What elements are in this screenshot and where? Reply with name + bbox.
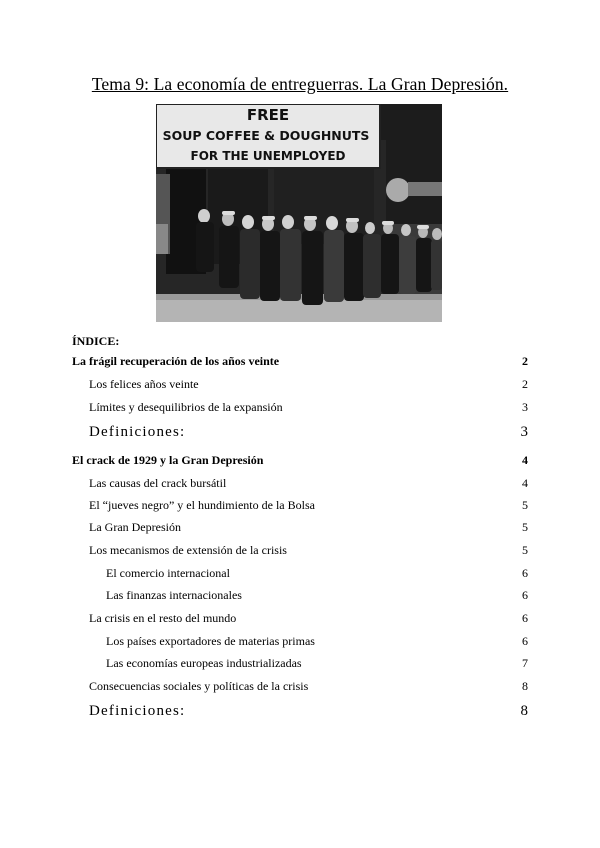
toc-entry[interactable] xyxy=(89,703,528,723)
toc-entry-title: El comercio internacional xyxy=(106,566,230,580)
toc-entry-page: 2 xyxy=(522,354,528,368)
toc-entry-title: Los países exportadores de materias primas xyxy=(106,634,315,648)
toc-entry-title: El “jueves negro” y el hundimiento de la Bolsa xyxy=(89,498,315,512)
soup-kitchen-photo xyxy=(156,104,442,322)
document-title: Tema 9: La economía de entreguerras. La Gran Depresión. xyxy=(91,74,509,94)
toc-entry[interactable] xyxy=(89,543,528,559)
toc-entry-title: Las economías europeas industrializadas xyxy=(106,656,302,670)
toc-entry[interactable] xyxy=(106,566,528,582)
toc-entry-title: La crisis en el resto del mundo xyxy=(89,611,237,625)
toc-entry-page: 8 xyxy=(520,703,528,719)
toc-entry-page: 4 xyxy=(522,476,528,490)
toc-entry-page: 3 xyxy=(522,400,528,414)
toc-entry-page: 6 xyxy=(522,588,528,602)
toc-entry[interactable] xyxy=(106,588,528,604)
toc-entry[interactable] xyxy=(89,476,528,492)
banner-line-1: FREE xyxy=(246,106,290,124)
toc-entry-title: Las causas del crack bursátil xyxy=(89,476,227,490)
toc-entry-page: 6 xyxy=(522,566,528,580)
toc-entry[interactable] xyxy=(72,453,528,469)
toc-entry[interactable] xyxy=(89,611,528,627)
toc-entry-page: 7 xyxy=(522,656,528,670)
toc-entry-title: El crack de 1929 y la Gran Depresión xyxy=(72,453,264,467)
toc-entry[interactable] xyxy=(89,400,528,416)
toc-entry-page: 8 xyxy=(522,679,528,693)
toc-entry-title: Consecuencias sociales y políticas de la crisis xyxy=(89,679,309,693)
toc-entry-page: 5 xyxy=(522,520,528,534)
toc-entry-page: 5 xyxy=(522,498,528,512)
toc-entry-title: Las finanzas internacionales xyxy=(106,588,242,602)
toc-entry[interactable] xyxy=(72,354,528,370)
toc-entry-title: Los mecanismos de extensión de la crisis xyxy=(89,543,287,557)
toc-entry-page: 3 xyxy=(520,424,528,440)
toc-entry-page: 2 xyxy=(522,377,528,391)
photo-illustration xyxy=(156,104,442,322)
toc-entry-page: 5 xyxy=(522,543,528,557)
toc-entry-title: Definiciones: xyxy=(89,703,186,719)
toc-entry-title: La frágil recuperación de los años veinte xyxy=(72,354,280,368)
toc-entry-page: 6 xyxy=(522,611,528,625)
banner-line-3: FOR THE UNEMPLOYED xyxy=(190,149,346,163)
toc-entry[interactable] xyxy=(89,679,528,695)
toc-entry-page: 6 xyxy=(522,634,528,648)
toc-entry[interactable] xyxy=(89,498,528,514)
banner-line-2: SOUP COFFEE & DOUGHNUTS xyxy=(162,128,370,143)
toc-entry-page: 4 xyxy=(522,453,528,467)
toc-entry-title: Los felices años veinte xyxy=(89,377,199,391)
toc-entry-title: Definiciones: xyxy=(89,424,186,440)
toc-entry[interactable] xyxy=(106,634,528,650)
index-heading: ÍNDICE: xyxy=(72,334,120,348)
toc-entry-title: Límites y desequilibrios de la expansión xyxy=(89,400,283,414)
toc-entry-title: La Gran Depresión xyxy=(89,520,181,534)
toc-entry[interactable] xyxy=(89,377,528,393)
toc-entry[interactable] xyxy=(106,656,528,672)
toc-entry[interactable] xyxy=(89,520,528,536)
toc-entry[interactable] xyxy=(89,424,528,444)
